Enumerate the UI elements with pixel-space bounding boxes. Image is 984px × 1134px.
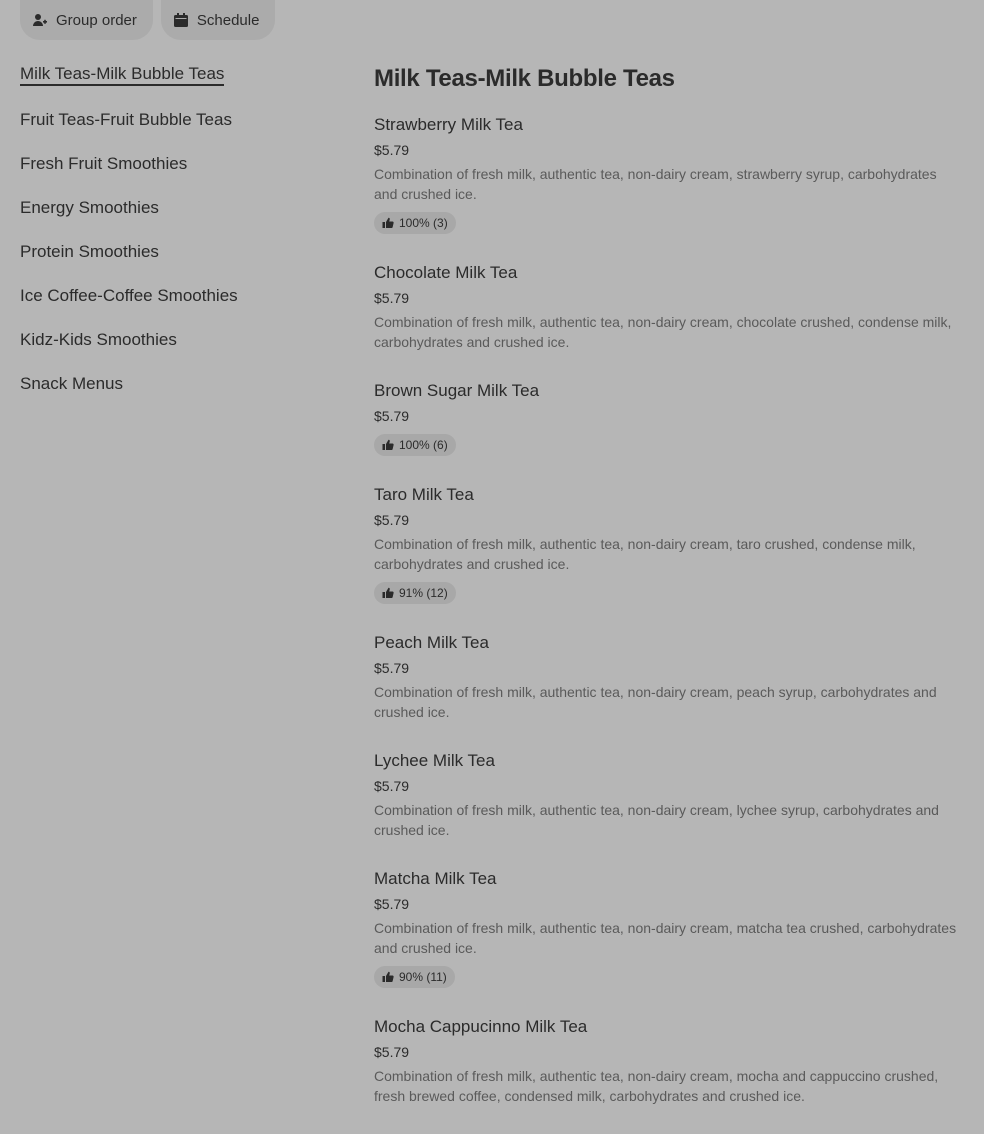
- item-price: $5.79: [374, 778, 410, 794]
- item-description: Combination of fresh milk, authentic tea, non-dairy cream, mocha and cappuccino crushed, fresh brewed coffee, condensed milk, carbohydrates and crushed ice.: [374, 1068, 939, 1104]
- group-order-button[interactable]: [20, 0, 153, 40]
- rating-text: 91% (12): [399, 586, 448, 600]
- item-price: $5.79: [374, 142, 410, 158]
- sidebar-item-label: Energy Smoothies: [20, 198, 159, 217]
- calendar-icon: [173, 12, 189, 28]
- sidebar-item-label: Kidz-Kids Smoothies: [20, 330, 177, 349]
- item-price: $5.79: [374, 1044, 410, 1060]
- thumbs-up-icon: [382, 217, 394, 229]
- thumbs-up-icon: [382, 587, 394, 599]
- item-name: Chocolate Milk Tea: [374, 263, 518, 282]
- item-name: Matcha Milk Tea: [374, 869, 497, 888]
- rating-text: 100% (3): [399, 216, 448, 230]
- menu-item[interactable]: [374, 632, 959, 722]
- thumbs-up-icon: [382, 971, 394, 983]
- sidebar-item-energy-smoothies[interactable]: [20, 194, 350, 238]
- item-description: Combination of fresh milk, authentic tea, non-dairy cream, peach syrup, carbohydrates and crushed ice.: [374, 684, 937, 720]
- rating-text: 90% (11): [399, 970, 447, 984]
- menu-item[interactable]: [374, 114, 959, 234]
- rating-badge: [374, 582, 456, 604]
- sidebar-item-label: Fruit Teas-Fruit Bubble Teas: [20, 110, 232, 129]
- sidebar-item-fresh-fruit-smoothies[interactable]: [20, 150, 350, 194]
- rating-badge: [374, 434, 456, 456]
- top-actions: [20, 0, 275, 40]
- item-description: Combination of fresh milk, authentic tea, non-dairy cream, taro crushed, condense milk, carbohydrates and crushed ice.: [374, 536, 916, 572]
- item-name: Lychee Milk Tea: [374, 751, 495, 770]
- thumbs-up-icon: [382, 439, 394, 451]
- menu-item[interactable]: [374, 750, 959, 840]
- item-description: Combination of fresh milk, authentic tea, non-dairy cream, matcha tea crushed, carbohydrates and crushed ice.: [374, 920, 957, 956]
- section-title: Milk Teas-Milk Bubble Teas: [374, 65, 675, 92]
- sidebar-item-snack-menus[interactable]: [20, 370, 350, 414]
- rating-text: 100% (6): [399, 438, 448, 452]
- menu-item[interactable]: [374, 262, 959, 352]
- schedule-button[interactable]: [161, 0, 276, 40]
- item-description: Combination of fresh milk, authentic tea, non-dairy cream, lychee syrup, carbohydrates and crushed ice.: [374, 802, 939, 838]
- item-description: Combination of fresh milk, authentic tea, non-dairy cream, chocolate crushed, condense milk, carbohydrates and crushed ice.: [374, 314, 952, 350]
- item-name: Brown Sugar Milk Tea: [374, 381, 540, 400]
- item-name: Strawberry Milk Tea: [374, 115, 523, 134]
- sidebar-item-label: Protein Smoothies: [20, 242, 159, 261]
- sidebar-item-label: Fresh Fruit Smoothies: [20, 154, 188, 173]
- menu-item[interactable]: [374, 380, 959, 456]
- item-price: $5.79: [374, 512, 410, 528]
- menu-item[interactable]: [374, 484, 959, 604]
- menu-item[interactable]: [374, 1016, 959, 1106]
- item-name: Mocha Cappucinno Milk Tea: [374, 1017, 588, 1036]
- sidebar-item-label: Snack Menus: [20, 374, 123, 393]
- item-description: Combination of fresh milk, authentic tea, non-dairy cream, strawberry syrup, carbohydrates and crushed ice.: [374, 166, 937, 202]
- sidebar-item-milk-teas[interactable]: [20, 60, 350, 106]
- group-order-label: Group order: [56, 11, 137, 29]
- menu-item[interactable]: [374, 868, 959, 988]
- sidebar-item-fruit-teas[interactable]: [20, 106, 350, 150]
- rating-badge: [374, 212, 456, 234]
- person-add-icon: [32, 12, 48, 28]
- item-name: Taro Milk Tea: [374, 485, 474, 504]
- item-price: $5.79: [374, 660, 410, 676]
- sidebar-item-label: Milk Teas-Milk Bubble Teas: [20, 64, 224, 86]
- item-name: Peach Milk Tea: [374, 633, 489, 652]
- item-price: $5.79: [374, 896, 410, 912]
- sidebar-item-protein-smoothies[interactable]: [20, 238, 350, 282]
- sidebar-item-ice-coffee[interactable]: [20, 282, 350, 326]
- sidebar-item-label: Ice Coffee-Coffee Smoothies: [20, 286, 238, 305]
- schedule-label: Schedule: [196, 11, 260, 29]
- rating-badge: [374, 966, 455, 988]
- menu-section: [374, 62, 959, 1134]
- item-price: $5.79: [374, 408, 410, 424]
- category-sidebar: [20, 60, 350, 414]
- sidebar-item-kidz-smoothies[interactable]: [20, 326, 350, 370]
- item-price: $5.79: [374, 290, 410, 306]
